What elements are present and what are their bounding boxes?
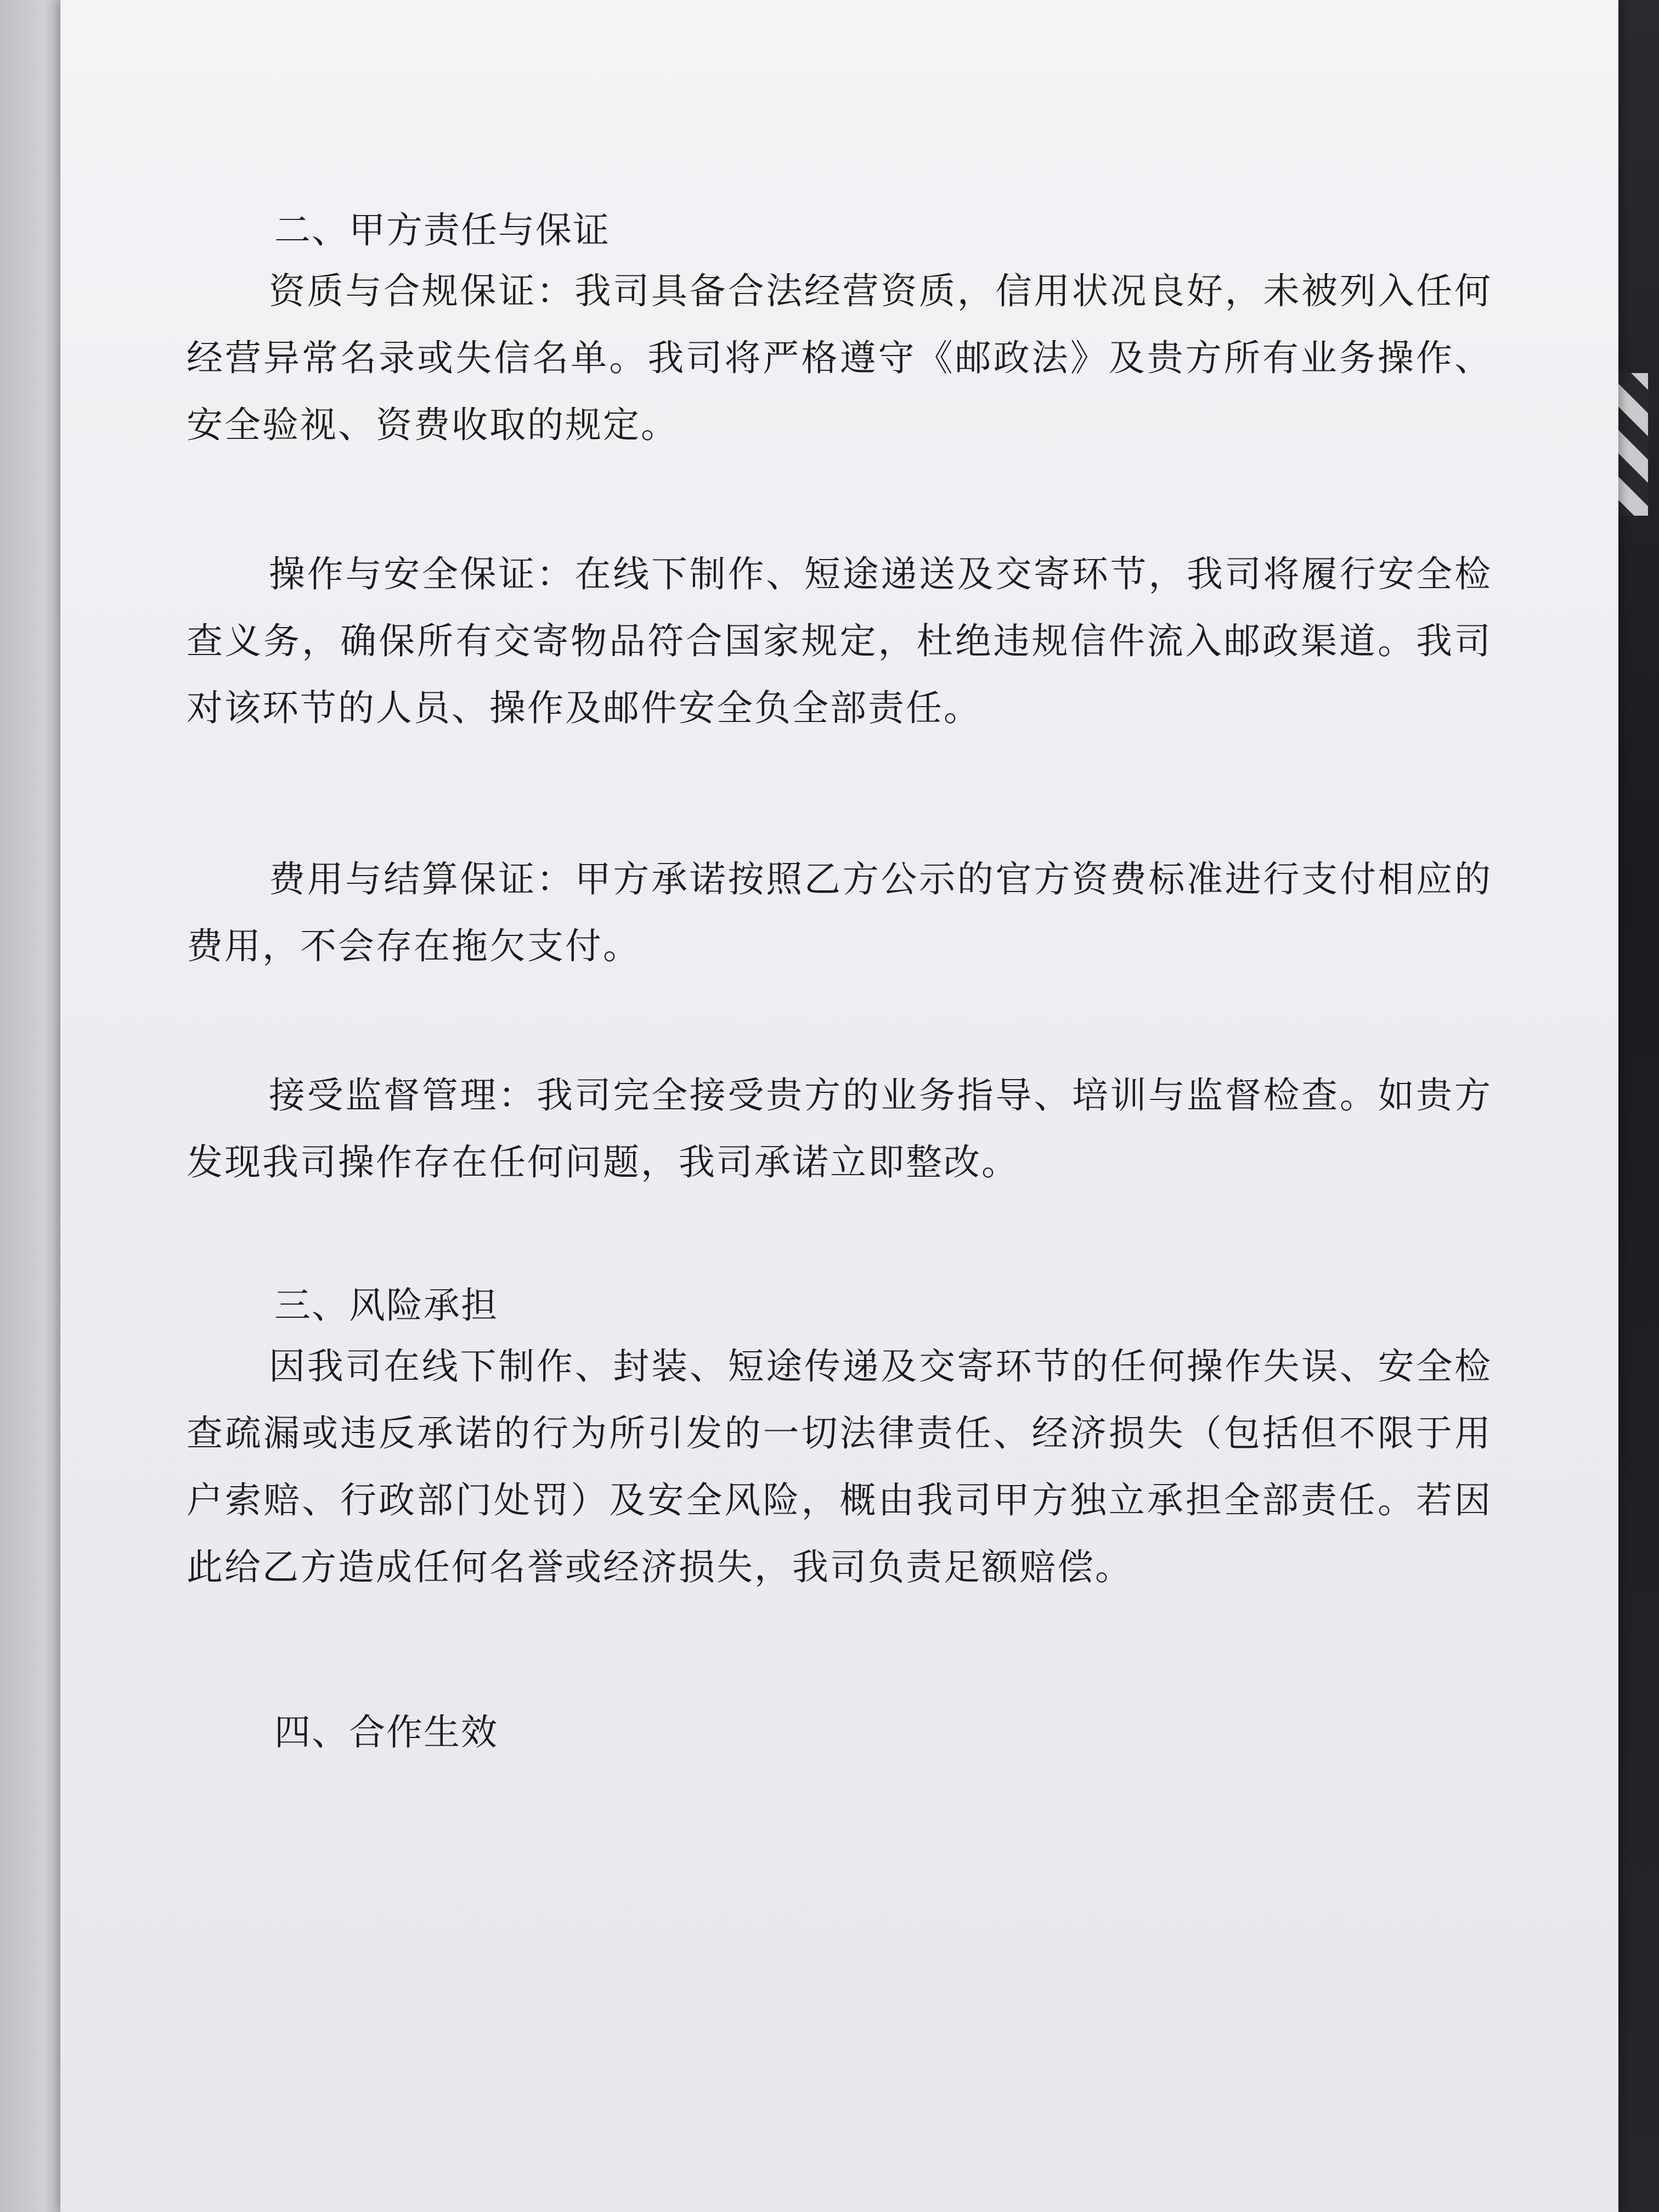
section-heading-3: 三、风险承担 <box>274 1284 498 1327</box>
document-body <box>187 203 1492 1760</box>
document-page <box>60 0 1618 2212</box>
paragraph-fee-settlement: 费用与结算保证：甲方承诺按照乙方公示的官方资费标准进行支付相应的费用，不会存在拖欠支付。 <box>187 858 1492 967</box>
paragraph-supervision: 接受监督管理：我司完全接受贵方的业务指导、培训与监督检查。如贵方发现我司操作存在任何问题，我司承诺立即整改。 <box>187 1074 1492 1183</box>
section-heading-4: 四、合作生效 <box>274 1711 498 1753</box>
paragraph-operation-safety: 操作与安全保证：在线下制作、短途递送及交寄环节，我司将履行安全检查义务，确保所有交寄物品符合国家规定，杜绝违规信件流入邮政渠道。我司对该环节的人员、操作及邮件安全负全部责任。 <box>187 553 1492 729</box>
paragraph-risk: 因我司在线下制作、封装、短途传递及交寄环节的任何操作失误、安全检查疏漏或违反承诺的行为所引发的一切法律责任、经济损失（包括但不限于用户索赔、行政部门处罚）及安全风险，概由我司甲方独立承担全部责任。若因此给乙方造成任何名誉或经济损失，我司负责足额赔偿。 <box>187 1345 1492 1588</box>
paragraph-qualification: 资质与合规保证：我司具备合法经营资质，信用状况良好，未被列入任何经营异常名录或失信名单。我司将严格遵守《邮政法》及贵方所有业务操作、安全验视、资费收取的规定。 <box>187 270 1492 446</box>
section-heading-2: 二、甲方责任与保证 <box>274 209 610 251</box>
